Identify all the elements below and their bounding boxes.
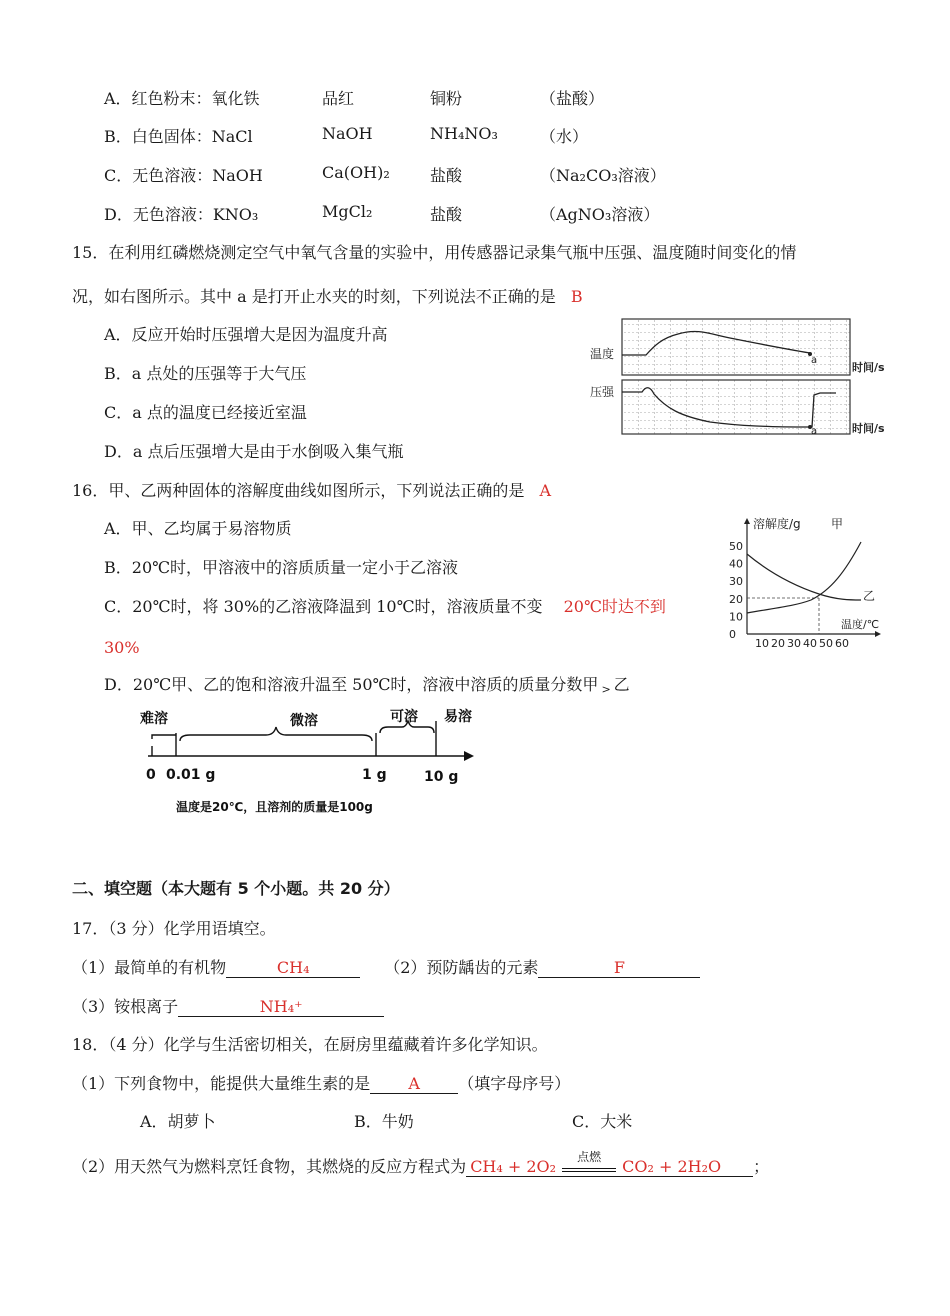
q14-option-c: C．无色溶液：NaOH — [104, 166, 263, 185]
q14-b-col2: NaOH — [322, 124, 373, 143]
y-axis-label: 溶解度/g — [753, 517, 801, 531]
pressure-point-a-label: a — [811, 426, 818, 437]
q17-stem: 17．（3 分）化学用语填空。 — [72, 919, 276, 938]
value-0: 0 — [146, 767, 156, 783]
q17-line1: （1）最简单的有机物 CH₄ （2）预防龋齿的元素 F — [72, 955, 700, 978]
bracket-weirong — [180, 727, 372, 741]
solubility-scale-diagram — [140, 703, 490, 821]
q18-option-c: C．大米 — [572, 1112, 633, 1131]
q18-option-a: A．胡萝卜 — [140, 1112, 216, 1131]
q15-stem-line1: 15．在利用红磷燃烧测定空气中氧气含量的实验中，用传感器记录集气瓶中压强、温度随时间变化的情 — [72, 243, 797, 262]
x-tick-30: 30 — [787, 637, 801, 650]
q15-option-b: B．a 点处的压强等于大气压 — [104, 364, 307, 383]
q16-c-note: 20℃时达不到 — [563, 597, 666, 616]
y-tick-0: 0 — [729, 628, 736, 641]
q16-stem: 16．甲、乙两种固体的溶解度曲线如图所示，下列说法正确的是 A — [72, 481, 552, 500]
temp-label: 温度 — [590, 347, 615, 361]
x-tick-50: 50 — [819, 637, 833, 650]
temp-time-label: 时间/s — [852, 361, 885, 374]
q18-equation: CH₄ + 2O₂ 点燃 CO₂ + 2H₂O — [466, 1158, 753, 1177]
q17-answer-1: CH₄ — [226, 959, 360, 978]
y-tick-50: 50 — [729, 540, 743, 553]
bracket-nanrong — [152, 735, 176, 739]
y-tick-10: 10 — [729, 610, 743, 624]
q14-b-col4: （水） — [540, 127, 589, 146]
q15-stem-line2: 况，如右图所示。其中 a 是打开止水夹的时刻，下列说法不正确的是 B — [72, 287, 583, 306]
y-axis-arrow — [744, 518, 750, 524]
label-weirong: 微溶 — [290, 713, 318, 729]
x-tick-20: 20 — [771, 637, 785, 650]
series-yi-label: 乙 — [863, 589, 876, 603]
x-tick-60: 60 — [835, 637, 849, 650]
value-1: 1 g — [362, 767, 387, 783]
scale-arrow — [464, 751, 474, 761]
q16-option-b: B．20℃时，甲溶液中的溶质质量一定小于乙溶液 — [104, 558, 459, 577]
x-ticks — [755, 637, 849, 650]
label-kerong: 可溶 — [390, 709, 418, 725]
q17-answer-3: NH₄⁺ — [178, 998, 384, 1017]
y-tick-30: 30 — [729, 575, 743, 589]
q14-a-col2: 品红 — [322, 89, 355, 108]
q14-d-col3: 盐酸 — [430, 205, 463, 224]
q14-d-col2: MgCl₂ — [322, 202, 373, 221]
temp-panel — [622, 319, 850, 375]
q18-stem: 18．（4 分）化学与生活密切相关，在厨房里蕴藏着许多化学知识。 — [72, 1035, 548, 1054]
y-tick-20: 20 — [729, 592, 743, 606]
reaction-condition: 点燃 — [562, 1162, 616, 1172]
curve-yi — [747, 554, 861, 600]
y-ticks — [729, 540, 743, 641]
q14-option-a: A．红色粉末：氧化铁 — [104, 89, 260, 108]
q14-c-col4: （Na₂CO₃溶液） — [540, 166, 666, 185]
scale-caption: 温度是20℃，且溶剂的质量是100g — [176, 800, 373, 814]
pressure-label: 压强 — [590, 385, 615, 399]
q15-sensor-chart — [590, 316, 900, 438]
section-2-title: 二、填空题（本大题有 5 个小题。共 20 分） — [72, 879, 400, 898]
q18-answer-1: A — [370, 1075, 458, 1094]
q15-option-d: D．a 点后压强增大是由于水倒吸入集气瓶 — [104, 442, 404, 461]
q18-line1: （1）下列食物中，能提供大量维生素的是 A （填字母序号） — [72, 1074, 571, 1093]
x-tick-10: 10 — [755, 637, 769, 650]
x-axis-label: 温度/℃ — [841, 618, 880, 631]
q17-line2: （3）铵根离子 NH₄⁺ — [72, 994, 384, 1017]
q16-c-note-cont: 30% — [104, 638, 140, 657]
q14-d-col4: （AgNO₃溶液） — [540, 205, 660, 224]
x-axis-arrow — [875, 631, 881, 637]
q15-option-a: A．反应开始时压强增大是因为温度升高 — [104, 325, 388, 344]
q14-c-col3: 盐酸 — [430, 166, 463, 185]
value-10: 10 g — [424, 769, 459, 785]
value-001: 0.01 g — [166, 767, 216, 783]
series-jia-label: 甲 — [831, 517, 844, 531]
q14-a-col3: 铜粉 — [430, 89, 463, 108]
x-tick-40: 40 — [803, 637, 817, 650]
label-yirong: 易溶 — [444, 709, 472, 725]
q14-option-d: D．无色溶液：KNO₃ — [104, 205, 259, 224]
q16-solubility-chart — [725, 516, 895, 654]
q15-option-c: C．a 点的温度已经接近室温 — [104, 403, 307, 422]
q16-option-d: D．20℃甲、乙的饱和溶液升温至 50℃时，溶液中溶质的质量分数甲 > 乙 — [104, 675, 630, 696]
q18-option-b: B．牛奶 — [354, 1112, 414, 1131]
curve-jia — [747, 542, 861, 613]
q15-answer: B — [570, 287, 583, 306]
q14-a-col4: （盐酸） — [540, 89, 605, 108]
temp-point-a-label: a — [811, 355, 818, 366]
q16-option-a: A．甲、乙均属于易溶物质 — [104, 519, 292, 538]
label-nanrong: 难溶 — [140, 711, 168, 727]
q14-option-b: B．白色固体：NaCl — [104, 127, 253, 146]
pressure-time-label: 时间/s — [852, 422, 885, 435]
q16-option-c: C．20℃时，将 30%的乙溶液降温到 10℃时，溶液质量不变 20℃时达不到 — [104, 597, 666, 616]
q14-c-col2: Ca(OH)₂ — [322, 163, 390, 182]
y-tick-40: 40 — [729, 557, 743, 571]
q14-b-col3: NH₄NO₃ — [430, 124, 498, 143]
q18-line2: （2）用天然气为燃料烹饪食物，其燃烧的反应方程式为 CH₄ + 2O₂ 点燃 CO₂ + 2H₂O ； — [72, 1150, 770, 1176]
q16-answer: A — [539, 481, 552, 500]
q17-answer-2: F — [538, 959, 700, 978]
